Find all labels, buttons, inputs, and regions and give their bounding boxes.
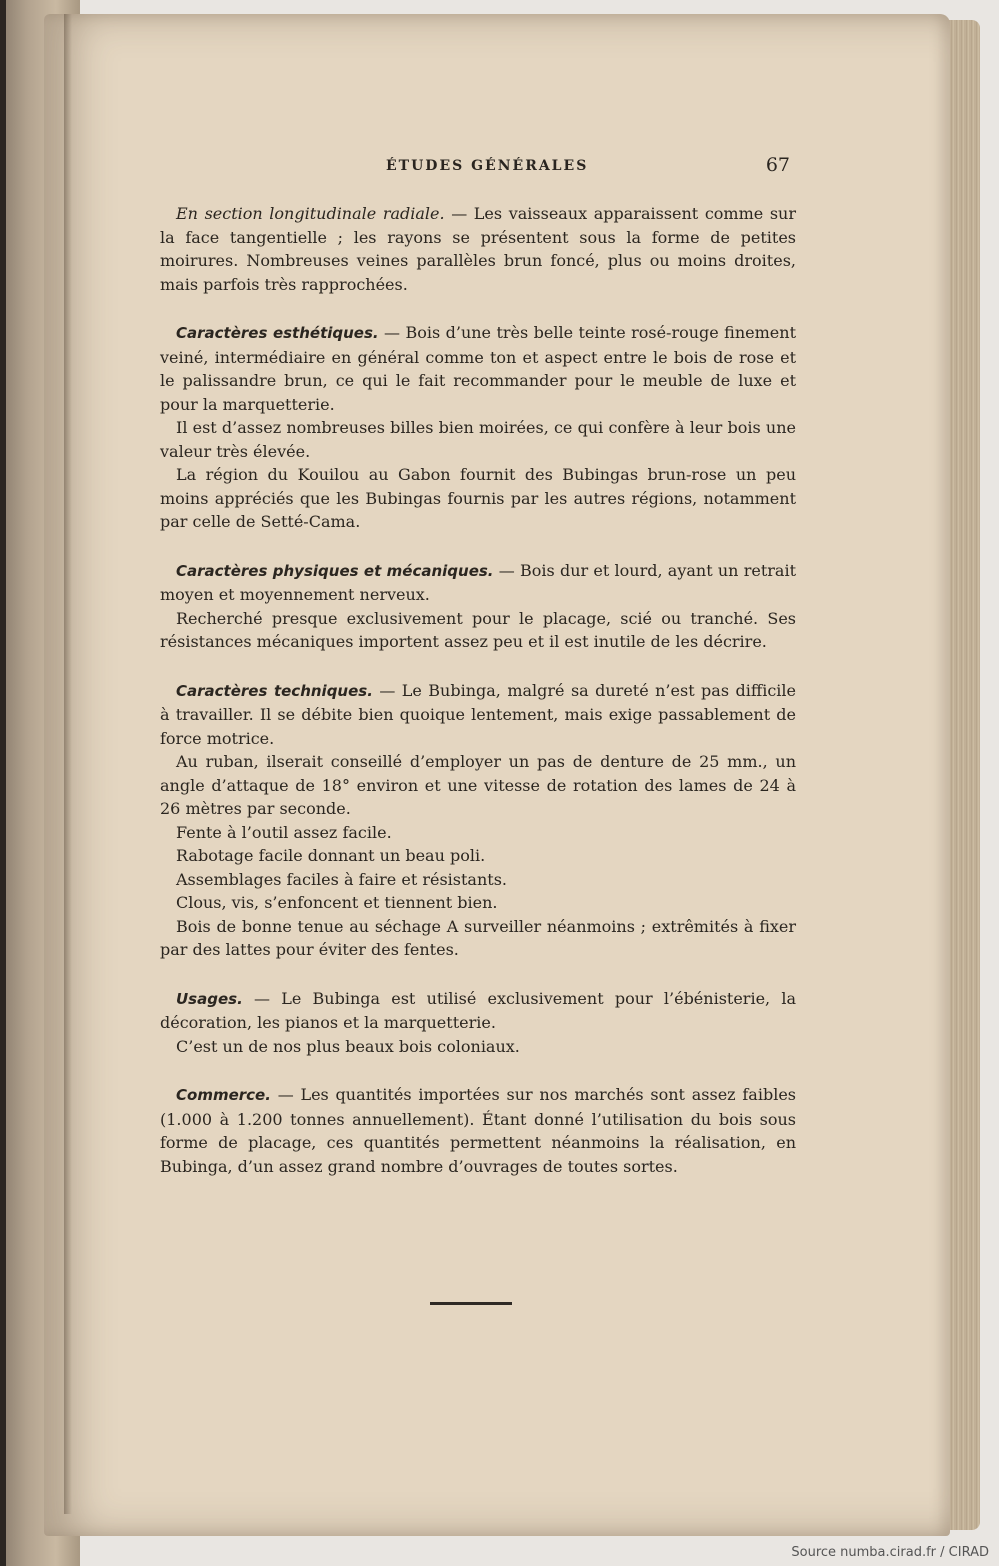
section-aesthetic [160, 321, 796, 534]
section-longitudinal-radial [160, 202, 796, 296]
paragraph: Clous, vis, s’enfoncent et tiennent bien. [176, 893, 498, 912]
section-lead: En section longitudinale radiale. [176, 204, 445, 223]
end-ornament-rule [430, 1302, 512, 1305]
page-gutter-shadow [64, 14, 72, 1514]
paragraph: C’est un de nos plus beaux bois coloniaux. [176, 1036, 520, 1056]
section-title: Caractères techniques. [176, 681, 373, 700]
section-title: Caractères esthétiques. [176, 324, 379, 342]
paragraph-text: — Les quantités importées sur nos marchés sont assez faibles (1.000 à 1.200 tonnes annuellement). Étant donné l’utilisation du bois sous forme de placage, ces quantités permettent néanmoins la réalisation, en Bubinga, d’un assez grand nombre d’ouvrages de toutes sortes. [160, 1085, 796, 1176]
paragraph-text: — Le Bubinga est utilisé exclusivement pour l’ébénisterie, la décoration, les pianos et la marquetterie. [160, 988, 796, 1032]
page-header [160, 152, 790, 184]
section-title: Usages. [176, 989, 243, 1008]
paragraph: Rabotage facile donnant un beau poli. [176, 846, 486, 865]
source-credit: Source numba.cirad.fr / CIRAD [791, 1545, 989, 1560]
section-physical-mechanical [160, 559, 796, 654]
paragraph-text: — Les vaisseaux apparaissent comme sur la face tangentielle ; les rayons se présentent sous la forme de petites moirures. Nombreuses veines parallèles brun foncé, plus ou moins droites, mais parfois très rapprochées. [160, 204, 797, 294]
paragraph: Au ruban, ilserait conseillé d’employer un pas de denture de 25 mm., un angle d’attaque de 18° environ et une vitesse de rotation des lames de 24 à 26 mètres par seconde. [160, 752, 796, 818]
page-number: 67 [765, 154, 790, 176]
paragraph [160, 679, 796, 751]
paragraph [160, 987, 796, 1035]
paragraph-text: — Bois d’une très belle teinte rosé-rouge finement veiné, intermédiaire en général comme ton et aspect entre le bois de rose et le palissandre brun, ce qui le fait recommander pour le meuble de luxe et pour la marquetterie. [160, 323, 797, 414]
paragraph-text: — Bois dur et lourd, ayant un retrait moyen et moyennement nerveux. [160, 560, 797, 604]
section-uses [160, 987, 796, 1059]
paragraph [160, 202, 796, 296]
section-title: Commerce. [176, 1086, 271, 1104]
paragraph-text: — Le Bubinga, malgré sa dureté n’est pas difficile à travailler. Il se débite bien quoique lentement, mais exige passablement de force motrice. [160, 680, 796, 748]
body-text [160, 202, 796, 1178]
paragraph: Fente à l’outil assez facile. [176, 822, 392, 842]
paragraph [160, 559, 796, 607]
paragraph: Recherché presque exclusivement pour le placage, scié ou tranché. Ses résistances mécaniques importent assez peu et il est inutile de les décrire. [160, 608, 796, 651]
book-spine [0, 0, 6, 1566]
paragraph: La région du Kouilou au Gabon fournit des Bubingas brun-rose un peu moins appréciés que les Bubingas fournis par les autres régions, notamment par celle de Setté-Cama. [160, 465, 796, 531]
section-commerce [160, 1083, 796, 1178]
section-title: Caractères physiques et mécaniques. [176, 561, 494, 580]
section-technical [160, 679, 796, 962]
paragraph: Il est d’assez nombreuses billes bien moirées, ce qui confère à leur bois une valeur très élevée. [160, 418, 796, 461]
paragraph: Bois de bonne tenue au séchage A surveiller néanmoins ; extrêmités à fixer par des lattes pour éviter des fentes. [160, 916, 796, 959]
running-head: ÉTUDES GÉNÉRALES [386, 158, 589, 174]
paragraph: Assemblages faciles à faire et résistants. [176, 869, 507, 889]
paragraph [160, 321, 796, 416]
paragraph [160, 1083, 796, 1178]
